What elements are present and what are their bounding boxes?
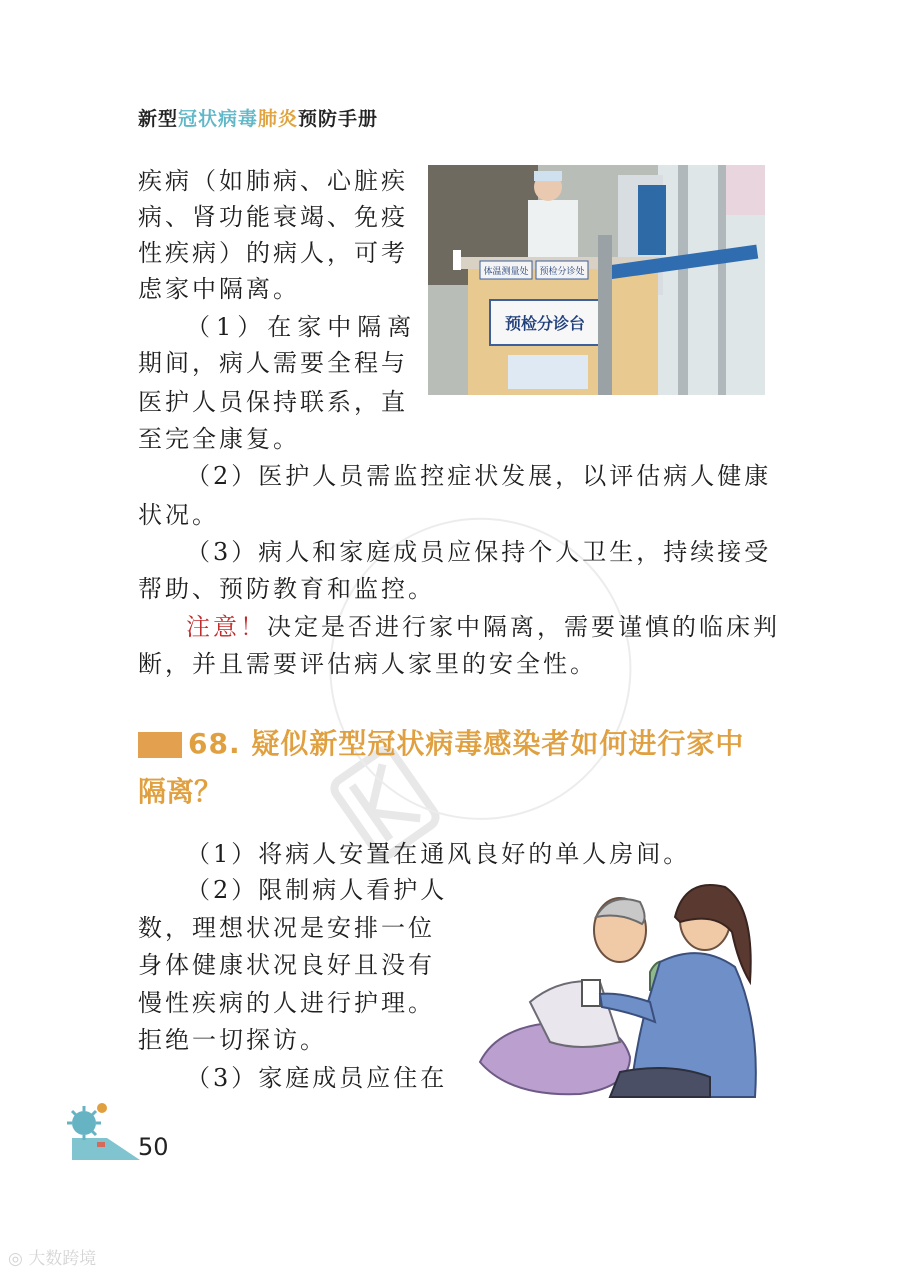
text-line: 数，理想状况是安排一位 [138, 914, 435, 942]
running-header [138, 104, 378, 131]
text-line: 至完全康复。 [138, 425, 300, 453]
page-number: 50 [138, 1133, 169, 1161]
text-line: 疾病（如肺病、心脏疾 [138, 167, 408, 195]
header-prefix: 新型 [138, 108, 179, 130]
caregiver-illustration [470, 872, 770, 1102]
virus-decoration-icon [62, 1098, 142, 1160]
section-marker [138, 732, 182, 758]
text-line: （3）病人和家庭成员应保持个人卫生，持续接受 [186, 538, 772, 566]
text-line: （3）家庭成员应住在 [186, 1064, 448, 1092]
notice-label: 注意！ [186, 613, 267, 641]
brand-mark [8, 1244, 96, 1269]
notice-text: 决定是否进行家中隔离，需要谨慎的临床判 [267, 613, 780, 641]
text-line: （1）将病人安置在通风良好的单人房间。 [186, 840, 691, 868]
text-line: 帮助、预防教育和监控。 [138, 575, 435, 603]
text-line: 身体健康状况良好且没有 [138, 951, 435, 979]
header-suffix: 预防手册 [298, 108, 379, 130]
sign-temperature: 体温测量处 [483, 267, 529, 277]
notice-line [186, 609, 780, 645]
sign-triage-desk: 预检分诊台 [504, 314, 586, 333]
brand-logo-icon: ◎ [8, 1249, 29, 1269]
brand-text: 大数跨境 [28, 1249, 97, 1269]
text-line: 期间，病人需要全程与 [138, 349, 408, 377]
text-line: 状况。 [138, 501, 219, 529]
text-line: 断，并且需要评估病人家里的安全性。 [138, 650, 597, 678]
text-line: 拒绝一切探访。 [138, 1026, 327, 1054]
text-line: 虑家中隔离。 [138, 275, 300, 303]
section-title: 68. 疑似新型冠状病毒感染者如何进行家中 [188, 727, 745, 760]
text-line: （2）限制病人看护人 [186, 876, 448, 904]
header-highlight-blue: 冠状病毒 [178, 108, 259, 130]
header-highlight-orange: 肺炎 [258, 108, 299, 130]
text-line: 慢性疾病的人进行护理。 [138, 989, 435, 1017]
section-title-cont: 隔离？ [138, 775, 223, 808]
sign-triage: 预检分诊处 [539, 267, 585, 277]
text-line: 性疾病）的病人，可考 [138, 239, 408, 267]
text-line: 医护人员保持联系，直 [138, 388, 408, 416]
text-line: （2）医护人员需监控症状发展，以评估病人健康 [186, 462, 772, 490]
text-line: 病、肾功能衰竭、免疫 [138, 203, 408, 231]
text-line: （1）在家中隔离 [186, 313, 418, 341]
triage-desk-photo [428, 165, 765, 395]
